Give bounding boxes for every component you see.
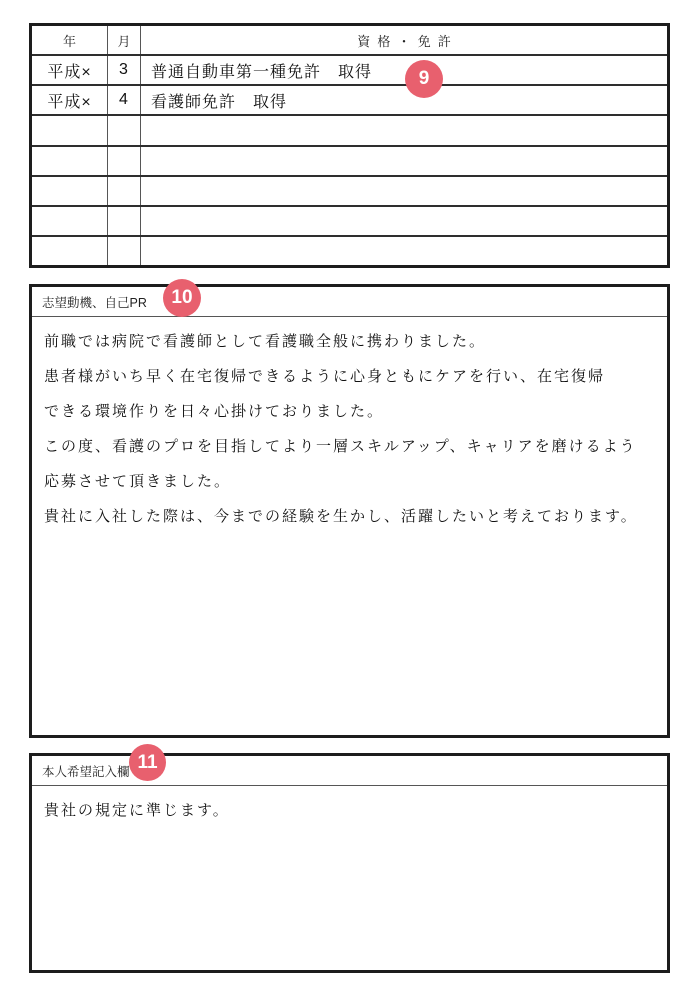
- personal-requests-text-line: 貴社の規定に準じます。: [44, 802, 230, 819]
- qualification-cell: [141, 116, 667, 144]
- qualification-cell: 普通自動車第一種免許 取得: [151, 63, 373, 81]
- year-cell: [32, 207, 108, 235]
- year-cell: 平成×: [32, 56, 108, 84]
- step-10-badge-number: 10: [171, 287, 193, 308]
- year-cell: [32, 177, 108, 205]
- qualification-row: [32, 84, 667, 114]
- month-cell: 3: [108, 56, 141, 84]
- personal-requests-section: [29, 753, 670, 973]
- motivation-text-line: できる環境作りを日々心掛けておりました。: [44, 403, 385, 420]
- motivation-section: [29, 284, 670, 738]
- qualification-row: [32, 145, 667, 175]
- qualification-cell: [141, 147, 667, 175]
- motivation-text-line: 貴社に入社した際は、今までの経験を生かし、活躍したいと考えております。: [44, 508, 638, 525]
- qualification-cell: [141, 207, 667, 235]
- month-cell: [108, 177, 141, 205]
- motivation-text-line: この度、看護のプロを目指してより一層スキルアップ、キャリアを磨けるよう: [44, 438, 637, 455]
- qualification-column-header: [141, 26, 667, 54]
- motivation-section-header: [32, 287, 667, 317]
- qualification-row: [32, 114, 667, 144]
- qualification-row: [32, 175, 667, 205]
- qualification-column-header-label: 資格・免許: [357, 33, 458, 49]
- month-column-header: 月: [108, 26, 141, 54]
- personal-requests-section-body: [32, 786, 667, 828]
- qualification-cell: [141, 177, 667, 205]
- year-cell: [32, 237, 108, 265]
- step-10-badge: [163, 279, 201, 317]
- year-cell: [32, 147, 108, 175]
- year-cell: [32, 116, 108, 144]
- motivation-section-title: 志望動機、自己PR: [42, 295, 147, 310]
- qualification-row: [32, 205, 667, 235]
- year-column-header: 年: [32, 26, 108, 54]
- step-9-badge: [405, 60, 443, 98]
- month-cell: 4: [108, 86, 141, 114]
- month-cell: [108, 116, 141, 144]
- step-9-badge-number: 9: [418, 68, 430, 89]
- motivation-section-body: [32, 317, 667, 534]
- personal-requests-section-header: [32, 756, 667, 786]
- step-11-badge: [129, 744, 166, 781]
- qualifications-header-row: [32, 26, 667, 54]
- qualification-row: [32, 235, 667, 265]
- qualification-row: [32, 54, 667, 84]
- month-cell: [108, 207, 141, 235]
- step-11-badge-number: 11: [137, 751, 158, 773]
- qualification-cell: [141, 237, 667, 265]
- qualification-cell: 看護師免許 取得: [151, 93, 288, 111]
- year-cell: 平成×: [32, 86, 108, 114]
- month-cell: [108, 237, 141, 265]
- qualifications-table: [29, 23, 670, 268]
- motivation-text-line: 応募させて頂きました。: [44, 473, 232, 490]
- month-cell: [108, 147, 141, 175]
- personal-requests-section-title: 本人希望記入欄: [42, 764, 130, 779]
- motivation-text-line: 患者様がいち早く在宅復帰できるように心身ともにケアを行い、在宅復帰: [44, 368, 606, 385]
- motivation-text-line: 前職では病院で看護師として看護職全般に携わりました。: [44, 333, 487, 350]
